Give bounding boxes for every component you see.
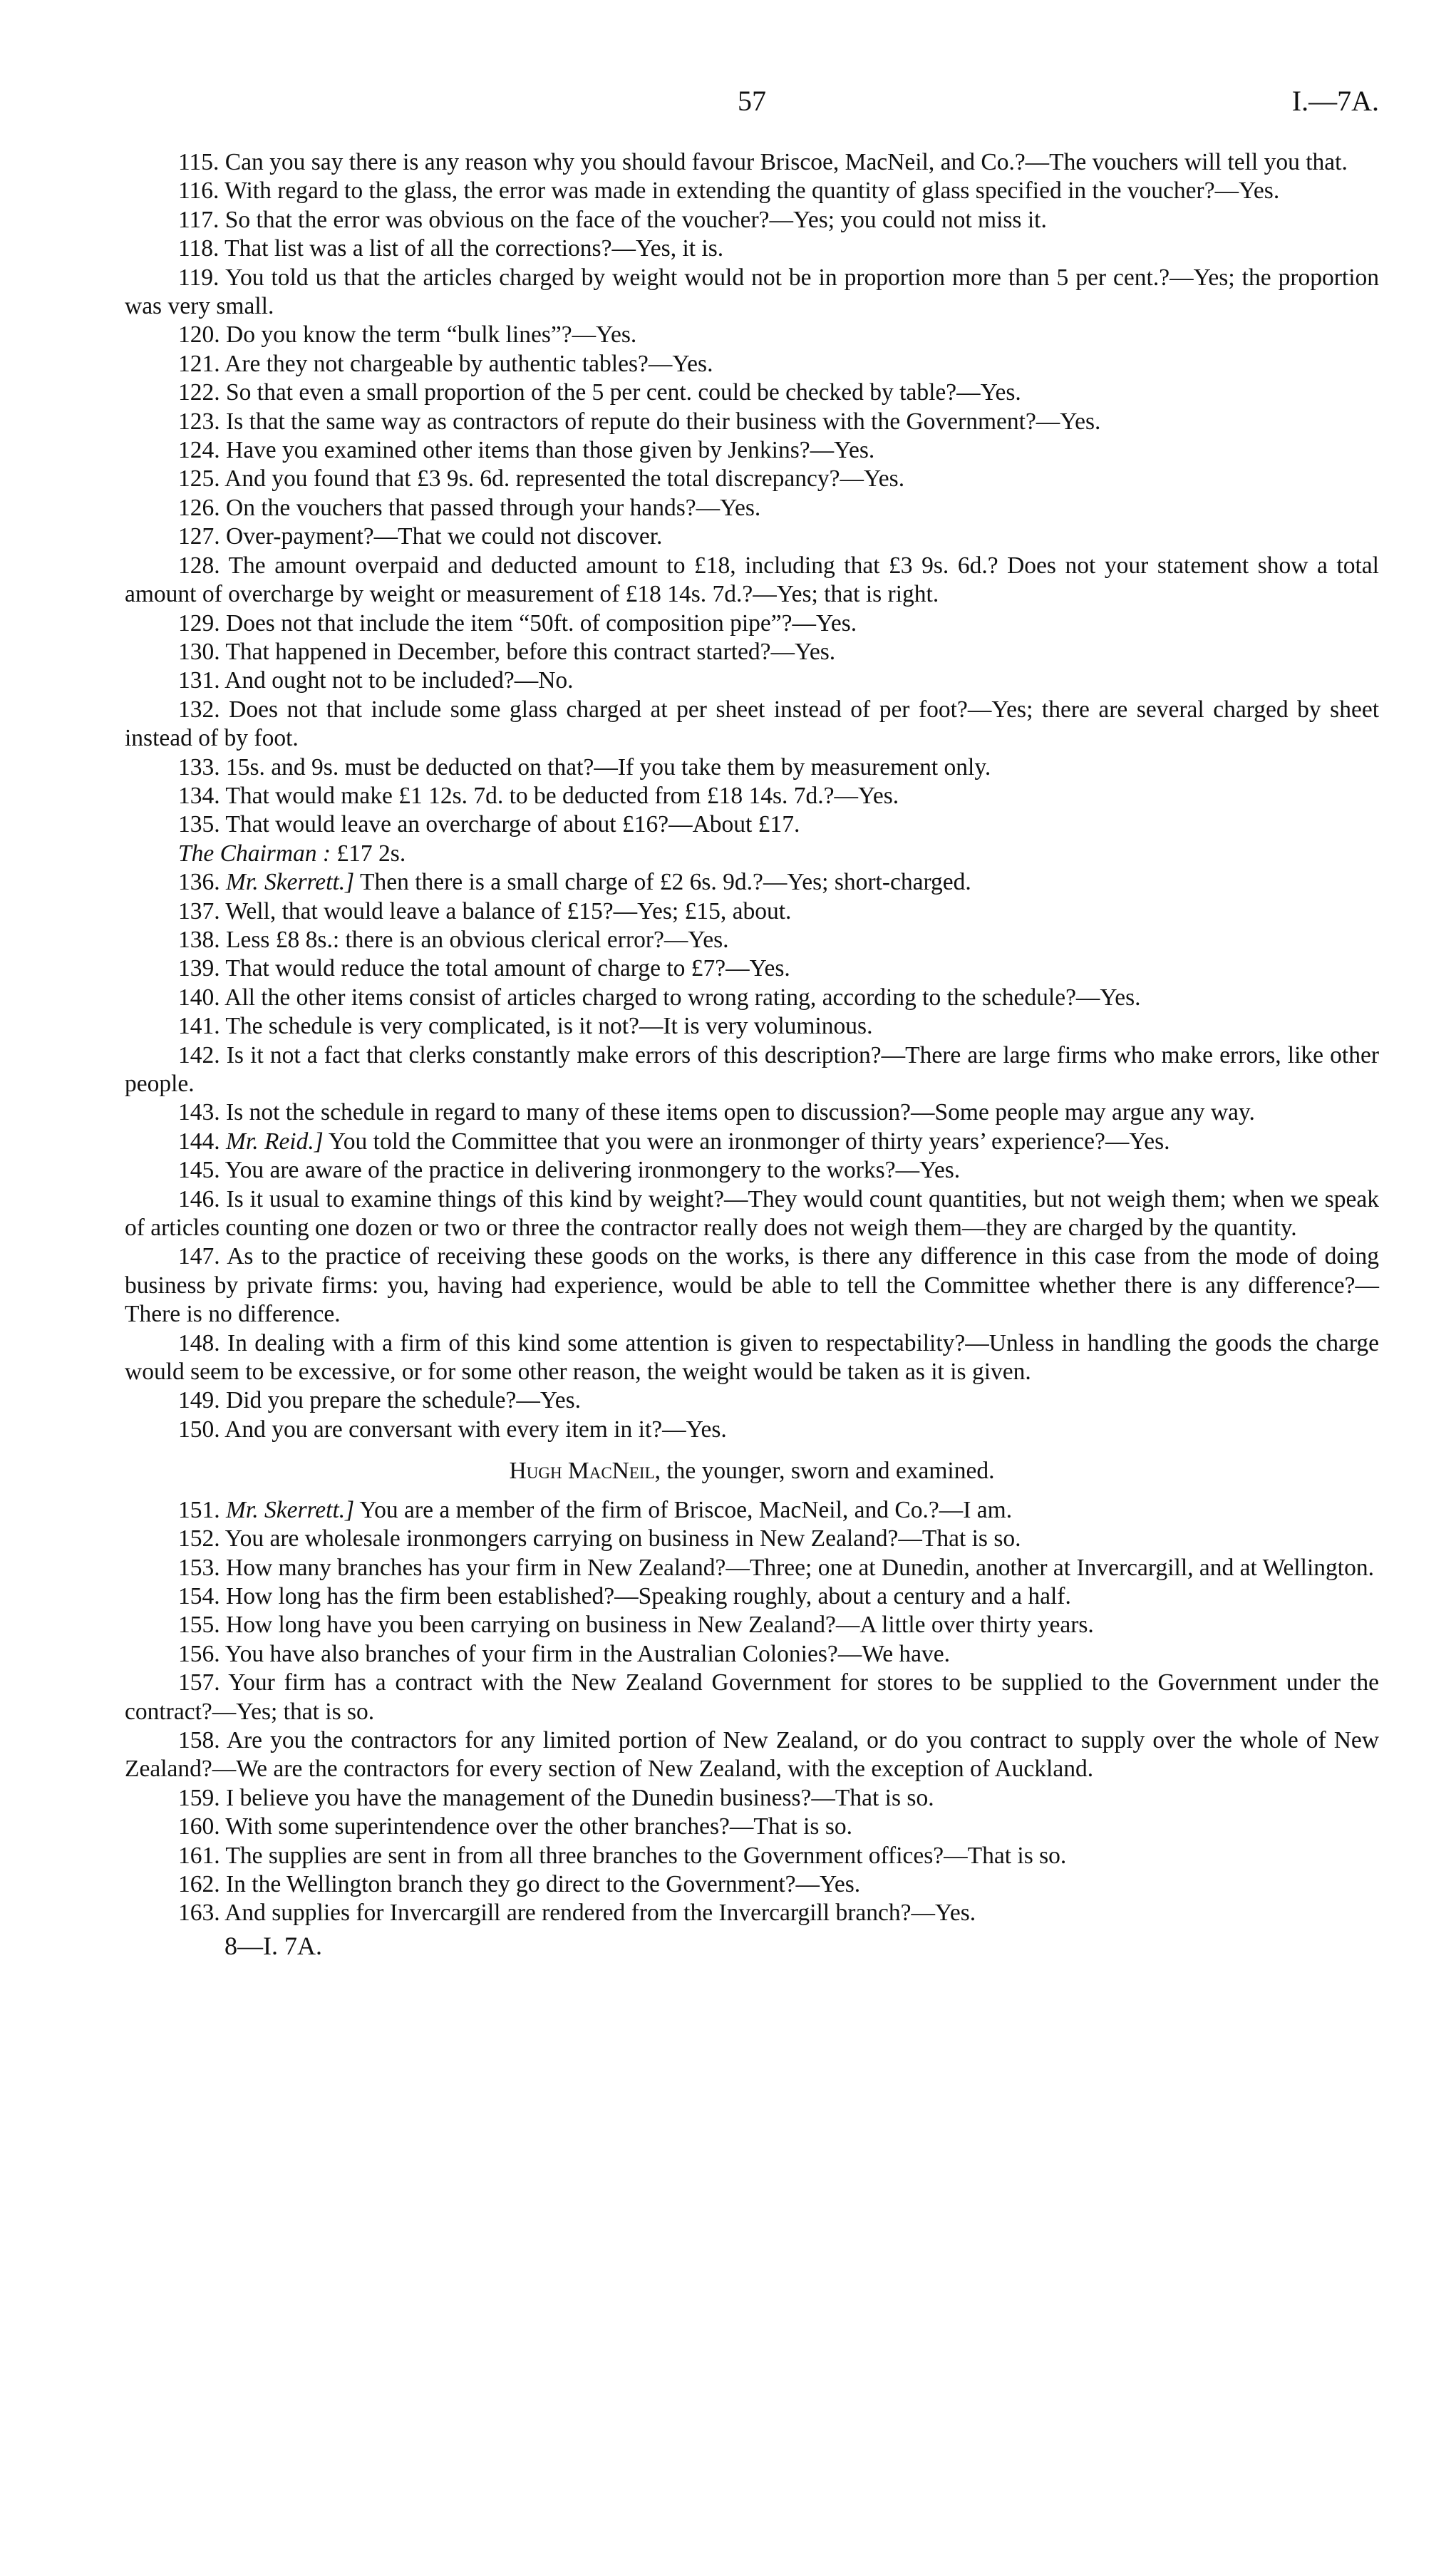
question-number: 147.	[178, 1243, 220, 1270]
question-text: In the Wellington branch they go direct to the Government?—Yes.	[226, 1870, 861, 1897]
question-text: With regard to the glass, the error was made in extending the quantity of glass specified in the voucher?—Yes.	[224, 177, 1280, 205]
question-number: 125.	[178, 465, 220, 493]
question-paragraph	[125, 378, 1379, 407]
question-paragraph	[125, 1012, 1379, 1041]
question-text: Did you prepare the schedule?—Yes.	[226, 1387, 582, 1414]
question-paragraph	[125, 1640, 1379, 1669]
question-number: 129.	[178, 609, 220, 637]
question-text: Is it usual to examine things of this kind by weight?—They would count quantities, but not weigh them; when we speak of articles counting one dozen or two or three the contractor really does not weigh them—they are charged by the quantity.	[125, 1185, 1380, 1242]
question-number: 141.	[178, 1013, 220, 1040]
question-number: 123.	[178, 408, 220, 435]
question-number: 144.	[178, 1128, 220, 1155]
question-text: So that the error was obvious on the face of the voucher?—Yes; you could not miss it.	[224, 206, 1047, 233]
question-text: You are aware of the practice in delivering ironmongery to the works?—Yes.	[224, 1157, 961, 1184]
question-text: That would reduce the total amount of charge to £7?—Yes.	[225, 955, 790, 982]
question-text: You are wholesale ironmongers carrying on business in New Zealand?—That is so.	[224, 1525, 1021, 1552]
witness-name: Hugh MacNeil,	[509, 1458, 661, 1485]
question-paragraph	[125, 1582, 1379, 1611]
question-paragraph	[125, 1525, 1379, 1553]
question-text: Less £8 8s.: there is an obvious clerical error?—Yes.	[226, 926, 729, 953]
question-number: 138.	[178, 926, 220, 953]
question-number: 156.	[178, 1640, 220, 1667]
question-text: On the vouchers that passed through your hands?—Yes.	[226, 494, 761, 521]
chairman-speaker: The Chairman :	[178, 840, 331, 867]
testimony-body	[125, 148, 1379, 1961]
question-text: I believe you have the management of the Dunedin business?—That is so.	[226, 1784, 934, 1811]
question-number: 124.	[178, 437, 220, 464]
question-text: You told us that the articles charged by weight would not be in proportion more than 5 per cent.?—Yes; the proportion was very small.	[125, 264, 1379, 320]
speaker-label: Mr. Skerrett.]	[226, 869, 355, 896]
question-number: 122.	[178, 379, 220, 406]
question-paragraph	[125, 1156, 1379, 1185]
question-paragraph	[125, 436, 1379, 465]
question-paragraph	[125, 206, 1379, 235]
question-number: 127.	[178, 523, 220, 550]
question-text: Is not the schedule in regard to many of these items open to discussion?—Some people may argue any way.	[226, 1099, 1255, 1126]
question-number: 126.	[178, 494, 220, 521]
question-text: Does not that include the item “50ft. of composition pipe”?—Yes.	[226, 609, 857, 637]
question-paragraph	[125, 1554, 1379, 1582]
question-text: And ought not to be included?—No.	[224, 667, 574, 694]
question-paragraph	[125, 782, 1379, 810]
question-number: 117.	[178, 206, 220, 233]
question-text: With some superintendence over the other branches?—That is so.	[225, 1813, 853, 1840]
question-number: 116.	[178, 177, 220, 205]
question-text: The schedule is very complicated, is it not?—It is very voluminous.	[225, 1013, 873, 1040]
question-paragraph	[125, 1386, 1379, 1415]
question-text: Your firm has a contract with the New Zealand Government for stores to be supplied to the Government under the contract?—Yes; that is so.	[125, 1669, 1379, 1725]
question-text: And you are conversant with every item in it?—Yes.	[224, 1416, 727, 1443]
question-paragraph	[125, 1784, 1379, 1813]
question-number: 161.	[178, 1842, 220, 1869]
question-number: 132.	[178, 696, 220, 723]
question-paragraph	[125, 1098, 1379, 1127]
question-text: Do you know the term “bulk lines”?—Yes.	[226, 321, 637, 349]
chairman-text: £17 2s.	[336, 840, 406, 867]
question-paragraph	[125, 522, 1379, 551]
question-text: And you found that £3 9s. 6d. represented the total discrepancy?—Yes.	[224, 465, 905, 493]
question-paragraph	[125, 1669, 1379, 1726]
question-number: 148.	[178, 1329, 220, 1356]
question-text: And supplies for Invercargill are rendered from the Invercargill branch?—Yes.	[224, 1900, 976, 1927]
question-paragraph	[125, 177, 1379, 205]
question-paragraph	[125, 1242, 1379, 1329]
question-number: 157.	[178, 1669, 220, 1696]
question-text: You have also branches of your firm in the Australian Colonies?—We have.	[224, 1640, 951, 1667]
question-text: Can you say there is any reason why you should favour Briscoe, MacNeil, and Co.?—The vouchers will tell you that.	[224, 149, 1348, 175]
question-number: 160.	[178, 1813, 220, 1840]
question-number: 159.	[178, 1784, 220, 1811]
question-text: In dealing with a firm of this kind some attention is given to respectability?—Unless in handling the goods the charge would seem to be excessive, or for some other reason, the weight would be taken as it is given.	[125, 1329, 1380, 1386]
question-paragraph	[125, 350, 1379, 378]
question-paragraph	[125, 1185, 1379, 1243]
question-text: The supplies are sent in from all three branches to the Government offices?—That is so.	[225, 1842, 1067, 1869]
questions-section-a	[125, 148, 1379, 840]
question-text: You told the Committee that you were an ironmonger of thirty years’ experience?—Yes.	[328, 1128, 1170, 1155]
question-number: 149.	[178, 1387, 220, 1414]
question-paragraph	[125, 954, 1379, 983]
question-paragraph	[125, 1813, 1379, 1841]
question-paragraph	[125, 465, 1379, 493]
question-paragraph	[125, 984, 1379, 1012]
speaker-label: Mr. Skerrett.]	[226, 1496, 355, 1523]
question-text: As to the practice of receiving these goods on the works, is there any difference in this case from the mode of doing business by private firms: you, having had experience, would be able to tell the Committee whether there is any difference?—There is no difference.	[125, 1243, 1379, 1328]
question-number: 140.	[178, 984, 220, 1011]
witness-heading	[125, 1457, 1379, 1485]
question-number: 162.	[178, 1870, 220, 1897]
question-number: 137.	[178, 897, 220, 924]
question-text: Is it not a fact that clerks constantly make errors of this description?—There are large firms who make errors, like other people.	[125, 1041, 1380, 1097]
question-number: 145.	[178, 1157, 220, 1184]
question-paragraph	[125, 264, 1379, 321]
question-paragraph	[125, 1041, 1379, 1099]
question-number: 155.	[178, 1612, 220, 1639]
question-paragraph	[125, 1329, 1379, 1387]
question-paragraph	[125, 235, 1379, 263]
question-paragraph	[125, 1726, 1379, 1784]
question-number: 158.	[178, 1726, 220, 1753]
question-number: 135.	[178, 811, 220, 838]
question-text: Have you examined other items than those given by Jenkins?—Yes.	[226, 437, 875, 464]
question-text: That would leave an overcharge of about £16?—About £17.	[225, 811, 800, 838]
chairman-remark	[125, 840, 1379, 868]
question-paragraph	[125, 638, 1379, 666]
question-text: You are a member of the firm of Briscoe, MacNeil, and Co.?—I am.	[359, 1496, 1013, 1523]
question-number: 133.	[178, 753, 220, 780]
question-paragraph	[125, 609, 1379, 638]
question-number: 139.	[178, 955, 220, 982]
question-number: 121.	[178, 350, 220, 377]
question-number: 143.	[178, 1099, 220, 1126]
question-text: Are you the contractors for any limited portion of New Zealand, or do you contract to supply over the whole of New Zealand?—We are the contractors for every section of New Zealand, with the exception of Auckland.	[125, 1726, 1379, 1783]
document-page	[125, 0, 1379, 2576]
question-number: 142.	[178, 1041, 220, 1068]
question-paragraph	[125, 1416, 1379, 1444]
question-text: That would make £1 12s. 7d. to be deducted from £18 14s. 7d.?—Yes.	[225, 782, 899, 809]
question-text: Does not that include some glass charged at per sheet instead of per foot?—Yes; there are several charged by sheet instead of by foot.	[125, 696, 1379, 752]
question-number: 134.	[178, 782, 220, 809]
page-header	[125, 84, 1379, 127]
question-paragraph	[125, 148, 1379, 177]
question-text: The amount overpaid and deducted amount to £18, including that £3 9s. 6d.? Does not your statement show a total amount of overcharge by weight or measurement of £18 14s. 7d.?—Yes; that is right.	[125, 552, 1379, 608]
question-text: 15s. and 9s. must be deducted on that?—If you take them by measurement only.	[226, 753, 991, 780]
question-paragraph	[125, 868, 1379, 897]
document-reference: I.—7A.	[1291, 85, 1379, 117]
question-text: That list was a list of all the corrections?—Yes, it is.	[224, 235, 724, 262]
question-paragraph	[125, 408, 1379, 436]
witness-heading-rest: the younger, sworn and examined.	[666, 1458, 995, 1485]
question-paragraph	[125, 321, 1379, 349]
question-paragraph	[125, 494, 1379, 522]
question-text: Well, that would leave a balance of £15?—Yes; £15, about.	[225, 897, 792, 924]
question-text: How long have you been carrying on business in New Zealand?—A little over thirty years.	[226, 1612, 1094, 1639]
question-paragraph	[125, 1842, 1379, 1870]
question-paragraph	[125, 1128, 1379, 1156]
question-number: 152.	[178, 1525, 220, 1552]
question-paragraph	[125, 926, 1379, 954]
questions-section-c	[125, 1496, 1379, 1928]
question-text: All the other items consist of articles charged to wrong rating, according to the schedule?—Yes.	[224, 984, 1141, 1011]
page-number: 57	[738, 85, 766, 117]
question-paragraph	[125, 1611, 1379, 1639]
speaker-label: Mr. Reid.]	[226, 1128, 324, 1155]
question-text: So that even a small proportion of the 5 per cent. could be checked by table?—Yes.	[226, 379, 1021, 406]
question-number: 136.	[178, 869, 220, 896]
question-number: 153.	[178, 1554, 220, 1581]
question-paragraph	[125, 1496, 1379, 1525]
question-text: Are they not chargeable by authentic tables?—Yes.	[224, 350, 713, 377]
question-text: How long has the firm been established?—Speaking roughly, about a century and a half.	[226, 1582, 1071, 1609]
printer-signature: 8—I. 7A.	[224, 1931, 322, 1960]
question-number: 115.	[178, 149, 220, 175]
question-paragraph	[125, 552, 1379, 609]
question-number: 131.	[178, 667, 220, 694]
question-text: Then there is a small charge of £2 6s. 9d.?—Yes; short-charged.	[359, 869, 971, 896]
question-number: 163.	[178, 1900, 220, 1927]
questions-section-b	[125, 868, 1379, 1444]
question-paragraph	[125, 897, 1379, 926]
question-number: 130.	[178, 638, 220, 665]
question-text: That happened in December, before this contract started?—Yes.	[225, 638, 836, 665]
question-text: How many branches has your firm in New Zealand?—Three; one at Dunedin, another at Invercargill, and at Wellington.	[226, 1554, 1374, 1581]
question-paragraph	[125, 810, 1379, 839]
question-paragraph	[125, 1899, 1379, 1927]
question-number: 146.	[178, 1185, 220, 1212]
question-text: Over-payment?—That we could not discover.	[226, 523, 663, 550]
question-number: 151.	[178, 1496, 220, 1523]
question-number: 119.	[178, 264, 220, 291]
question-paragraph	[125, 666, 1379, 695]
question-number: 154.	[178, 1582, 220, 1609]
question-paragraph	[125, 1870, 1379, 1899]
question-number: 118.	[178, 235, 220, 262]
question-text: Is that the same way as contractors of repute do their business with the Government?—Yes.	[226, 408, 1101, 435]
question-number: 150.	[178, 1416, 220, 1443]
question-number: 120.	[178, 321, 220, 349]
question-paragraph	[125, 696, 1379, 753]
question-paragraph	[125, 753, 1379, 782]
question-number: 128.	[178, 552, 220, 579]
